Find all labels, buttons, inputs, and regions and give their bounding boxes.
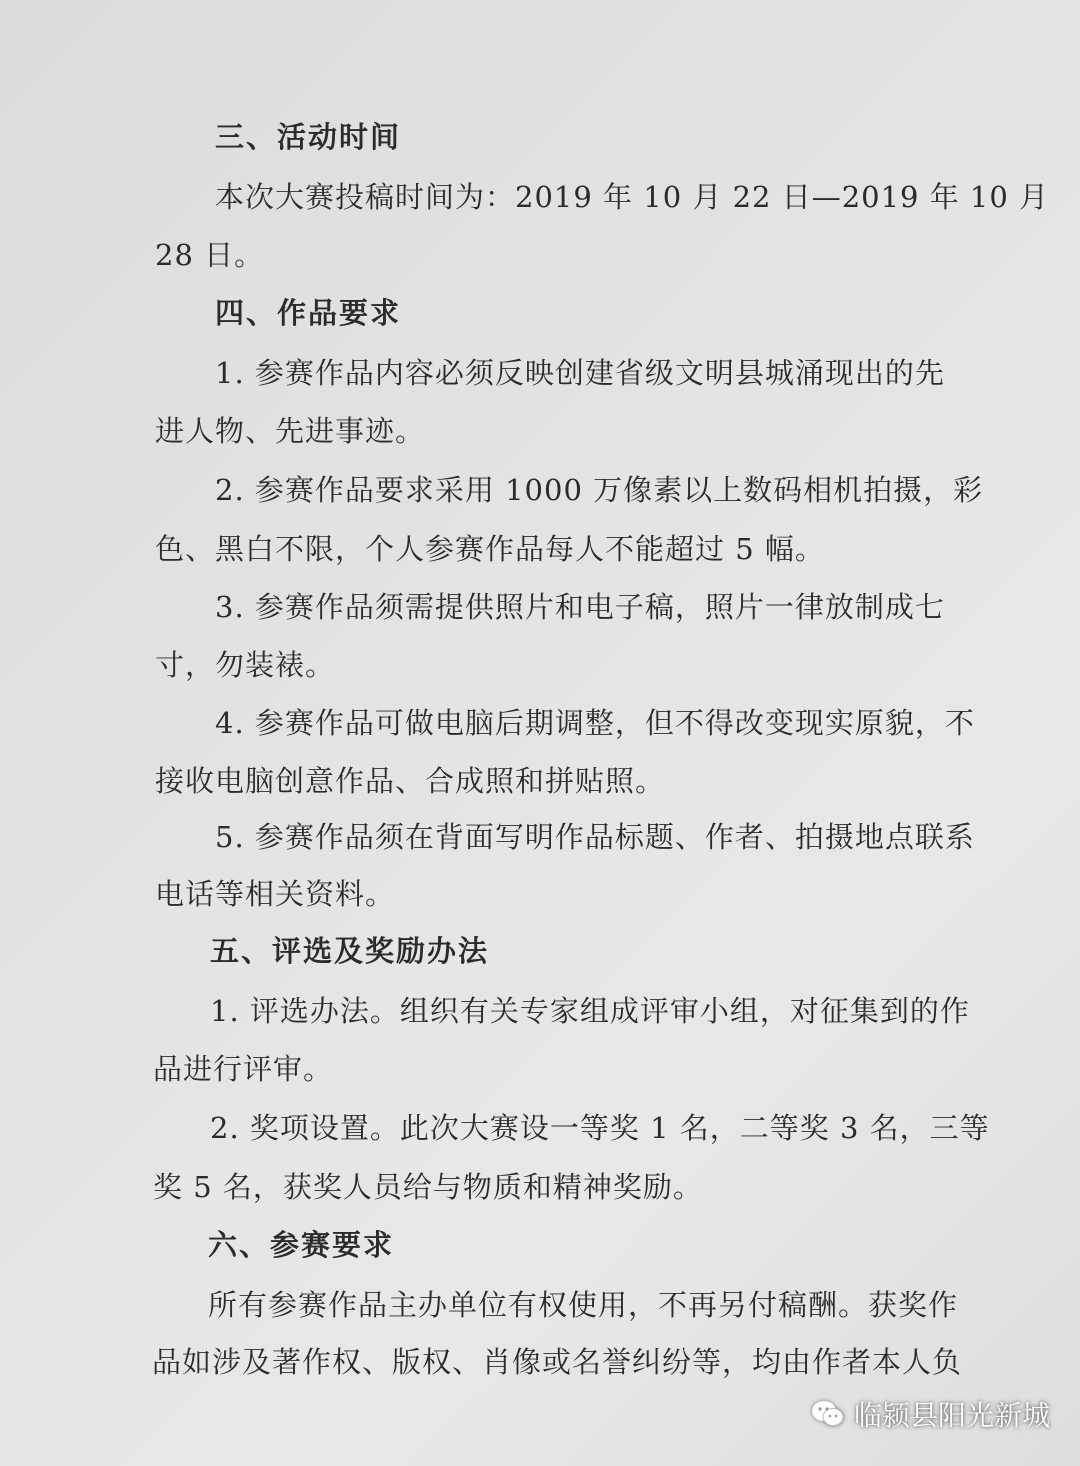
text-line: 所有参赛作品主办单位有权使用，不再另付稿酬。获奖作 (208, 1288, 959, 1322)
text-line: 接收电脑创意作品、合成照和拼贴照。 (155, 764, 666, 798)
section-heading-evaluation-awards: 五、评选及奖励办法 (210, 934, 490, 968)
text-line: 28 日。 (155, 238, 265, 272)
text-line: 1. 参赛作品内容必须反映创建省级文明县城涌现出的先 (215, 356, 945, 390)
text-line: 品进行评审。 (153, 1052, 334, 1086)
text-line: 寸，勿装裱。 (155, 648, 336, 682)
watermark (810, 1394, 1050, 1434)
text-line: 电话等相关资料。 (155, 877, 396, 911)
text-line: 5. 参赛作品须在背面写明作品标题、作者、拍摄地点联系 (215, 820, 975, 854)
text-line: 进人物、先进事迹。 (155, 414, 426, 448)
text-line: 本次大赛投稿时间为：2019 年 10 月 22 日—2019 年 10 月 (215, 180, 1050, 214)
section-heading-entry-requirements: 六、参赛要求 (208, 1228, 395, 1262)
text-line: 4. 参赛作品可做电脑后期调整，但不得改变现实原貌，不 (215, 706, 975, 740)
section-heading-work-requirements: 四、作品要求 (215, 296, 402, 330)
text-line: 1. 评选办法。组织有关专家组成评审小组，对征集到的作 (210, 994, 970, 1028)
text-line: 品如涉及著作权、版权、肖像或名誉纠纷等，均由作者本人负 (152, 1345, 963, 1379)
text-line: 色、黑白不限，个人参赛作品每人不能超过 5 幅。 (155, 532, 825, 566)
watermark-text: 临颍县阳光新城 (853, 1399, 1050, 1432)
text-line: 3. 参赛作品须需提供照片和电子稿，照片一律放制成七 (215, 590, 945, 624)
section-heading-activity-time: 三、活动时间 (215, 120, 402, 154)
text-line: 奖 5 名，获奖人员给与物质和精神奖励。 (153, 1170, 703, 1204)
wechat-icon (810, 1399, 846, 1429)
text-line: 2. 参赛作品要求采用 1000 万像素以上数码相机拍摄，彩 (215, 473, 984, 507)
text-line: 2. 奖项设置。此次大赛设一等奖 1 名，二等奖 3 名，三等 (210, 1111, 990, 1145)
